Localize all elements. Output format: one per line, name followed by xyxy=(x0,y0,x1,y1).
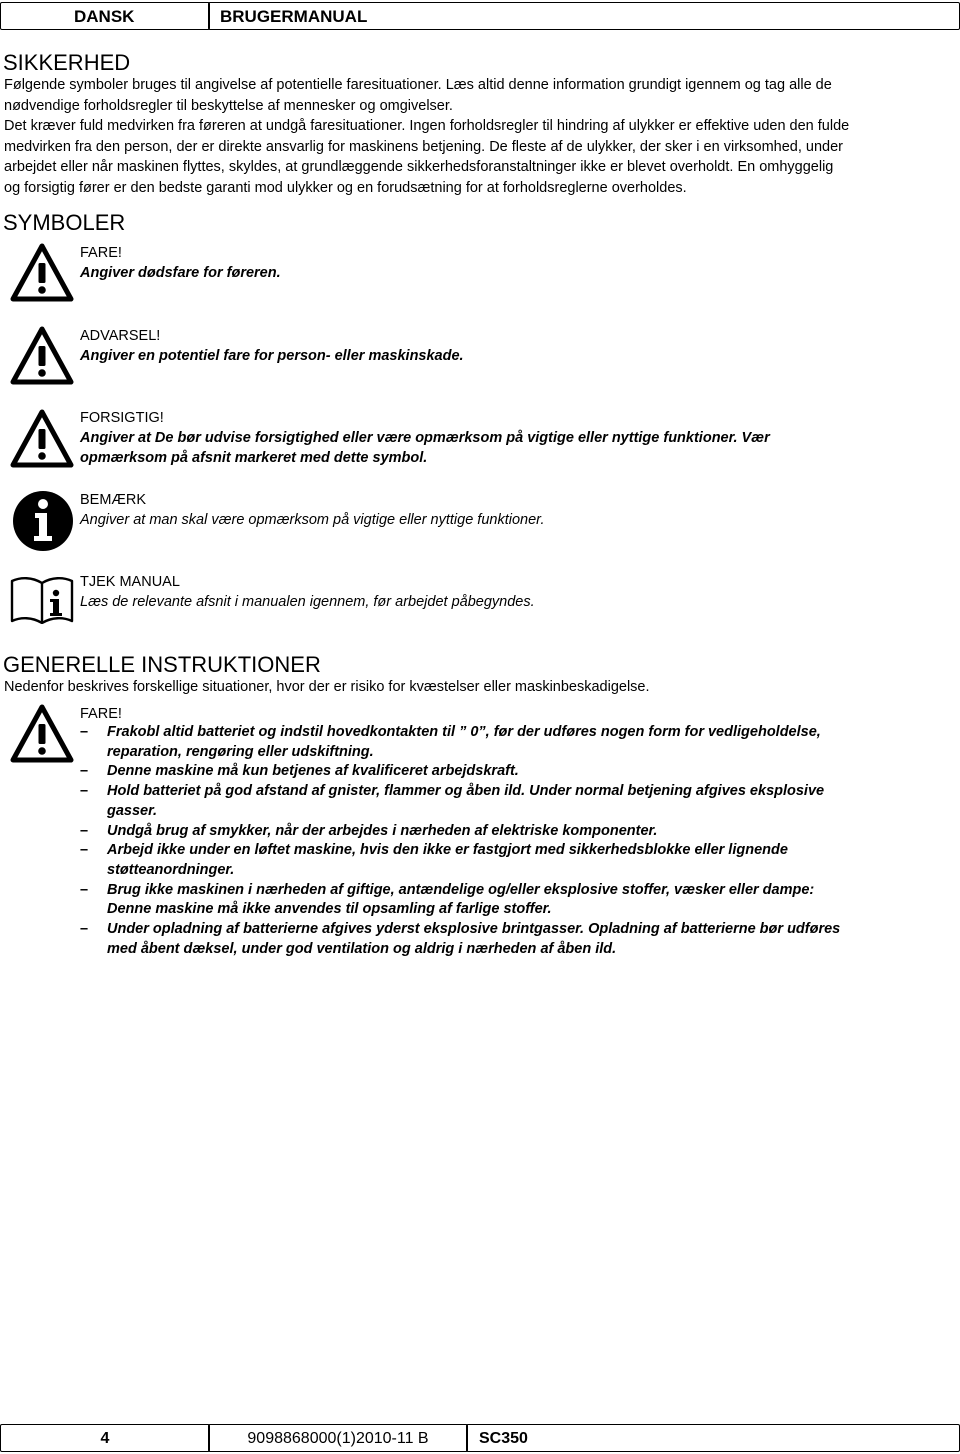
list-item-line: støtteanordninger. xyxy=(107,861,235,878)
general-intro: Nedenfor beskrives forskellige situationer, hvor der er risiko for kvæstelser eller maskinbeskadigelse. xyxy=(4,679,650,695)
safety-text xyxy=(4,75,959,198)
manual-book-icon xyxy=(10,574,74,624)
list-item-line: Undgå brug af smykker, når der arbejdes i nærheden af elektriske komponenter. xyxy=(107,822,658,839)
info-circle-icon xyxy=(12,490,74,552)
header-language: DANSK xyxy=(0,2,210,30)
list-item xyxy=(80,723,950,762)
symbol-label: ADVARSEL! xyxy=(80,328,161,344)
list-item-line: Frakobl altid batteriet og indstil hovedkontakten til ” 0”, før der udføres nogen form for vedligeholdelse, xyxy=(107,724,821,740)
safety-line: arbejdet eller når maskinen flyttes, skyldes, at grundlæggende sikkerhedsforanstaltninger ikke er blevet overholdt. En omhyggelig xyxy=(4,159,834,175)
symbol-description: Angiver at man skal være opmærksom på vigtige eller nyttige funktioner. xyxy=(80,512,545,528)
symbol-note xyxy=(80,490,940,530)
general-danger-label: FARE! xyxy=(80,706,122,722)
list-item xyxy=(80,782,950,821)
list-item xyxy=(80,762,950,782)
warning-triangle-icon xyxy=(10,325,74,385)
list-item-line: Denne maskine må kun betjenes af kvalificeret arbejdskraft. xyxy=(107,763,519,780)
safety-line: medvirken fra den person, der er direkte ansvarlig for maskinens betjening. De fleste af de ulykker, der sker i en virksomhed, under xyxy=(4,138,843,155)
list-item xyxy=(80,841,950,880)
warning-triangle-icon xyxy=(10,703,74,763)
list-item-line: Under opladning af batterierne afgives yderst eksplosive brintgasser. Opladning af batterierne bør udføres xyxy=(107,921,841,938)
symbol-warning xyxy=(80,326,940,366)
symbol-description: Angiver dødsfare for føreren. xyxy=(80,265,281,281)
footer-model: SC350 xyxy=(466,1424,960,1452)
symbol-label: FORSIGTIG! xyxy=(80,410,164,426)
safety-line: nødvendige forholdsregler til beskyttelse af mennesker og omgivelser. xyxy=(4,97,453,114)
symbol-check-manual xyxy=(80,572,940,612)
list-item-line: reparation, rengøring eller udskiftning. xyxy=(107,743,374,760)
bullet-dash: – xyxy=(80,822,89,839)
safety-line: Det kræver fuld medvirken fra føreren at undgå faresituationer. Ingen forholdsregler til hindring af ulykker er effektive uden den fulde xyxy=(4,118,850,134)
symbol-label: BEMÆRK xyxy=(80,492,147,508)
list-item xyxy=(80,881,950,920)
safety-line: Følgende symboler bruges til angivelse af potentielle faresituationer. Læs altid denne information grundigt igennem og tag alle de xyxy=(4,77,832,93)
bullet-dash: – xyxy=(80,763,89,780)
bullet-dash: – xyxy=(80,921,89,938)
list-item xyxy=(80,822,950,842)
list-item-line: Arbejd ikke under en løftet maskine, hvis den ikke er fastgjort med sikkerhedsblokke eller lignende xyxy=(107,842,788,859)
footer-page-number: 4 xyxy=(0,1424,210,1452)
safety-line: og forsigtig fører er den bedste garanti mod ulykker og en forudsætning for at forholdsreglerne overholdes. xyxy=(4,179,687,196)
bullet-dash: – xyxy=(80,783,89,800)
symbol-description: opmærksom på afsnit markeret med dette symbol. xyxy=(80,450,428,466)
bullet-dash: – xyxy=(80,881,89,898)
symbol-description: Angiver en potentiel fare for person- eller maskinskade. xyxy=(80,348,464,364)
list-item-line: gasser. xyxy=(107,802,157,819)
symbol-danger xyxy=(80,243,940,283)
danger-list xyxy=(80,723,950,959)
list-item-line: med åbent dæksel, under god ventilation og aldrig i nærheden af åben ild. xyxy=(107,940,617,957)
bullet-dash: – xyxy=(80,724,89,740)
symbol-caution xyxy=(80,408,940,468)
general-heading: GENERELLE INSTRUKTIONER xyxy=(3,652,321,677)
footer-doc-number: 9098868000(1)2010-11 B xyxy=(208,1424,468,1452)
list-item-line: Denne maskine må ikke anvendes til opsamling af farlige stoffer. xyxy=(107,901,552,918)
symbols-heading: SYMBOLER xyxy=(3,210,126,235)
symbol-label: FARE! xyxy=(80,245,122,261)
list-item-line: Hold batteriet på god afstand af gnister, flammer og åben ild. Under normal betjening afgives eksplosive xyxy=(107,783,825,800)
symbol-label: TJEK MANUAL xyxy=(80,574,180,590)
warning-triangle-icon xyxy=(10,242,74,302)
list-item xyxy=(80,920,950,959)
symbol-description: Læs de relevante afsnit i manualen igennem, før arbejdet påbegyndes. xyxy=(80,594,535,610)
header-title: BRUGERMANUAL xyxy=(208,2,960,30)
list-item-line: Brug ikke maskinen i nærheden af giftige, antændelige og/eller eksplosive stoffer, væsker eller dampe: xyxy=(107,881,815,898)
warning-triangle-icon xyxy=(10,408,74,468)
safety-heading: SIKKERHED xyxy=(3,50,131,75)
bullet-dash: – xyxy=(80,842,89,859)
symbol-description: Angiver at De bør udvise forsigtighed eller være opmærksom på vigtige eller nyttige funktioner. Vær xyxy=(80,430,770,446)
